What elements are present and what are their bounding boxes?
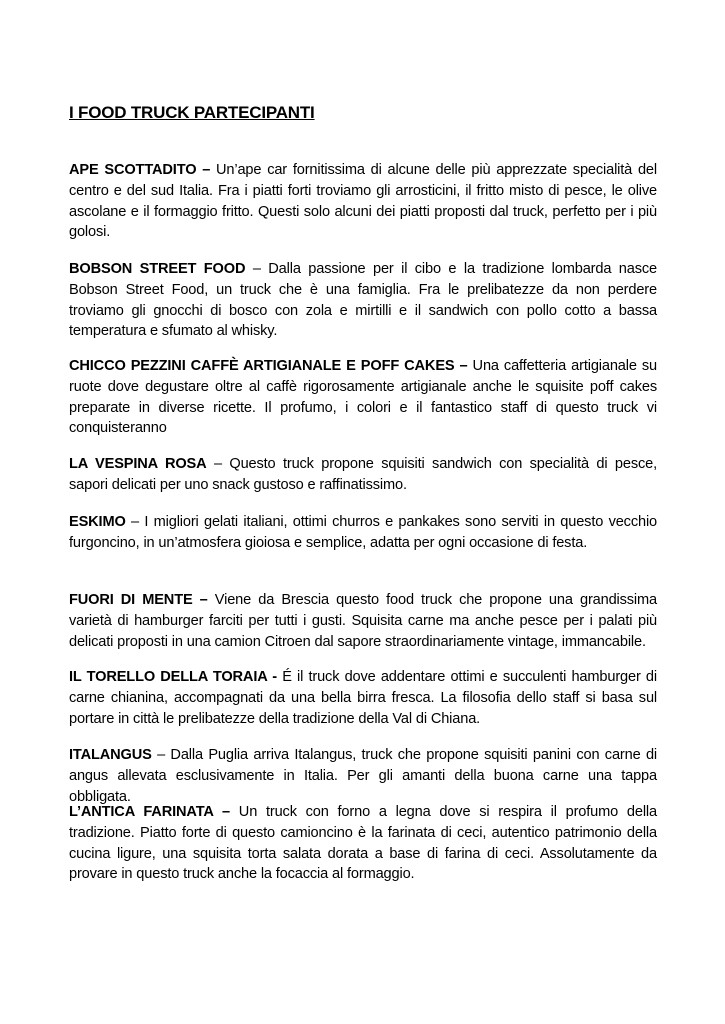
entry-eskimo (69, 512, 657, 554)
entry-name: IL TORELLO DELLA TORAIA - (69, 669, 278, 685)
entry-fuori-di-mente (69, 590, 657, 652)
entry-ape-scottadito (69, 160, 657, 243)
entry-name: L’ANTICA FARINATA – (69, 804, 230, 820)
entry-bobson-street-food (69, 259, 657, 342)
entry-description: – Dalla Puglia arriva Italangus, truck che propone squisiti panini con carne di angus allevata esclusivamente in Italia. Per gli amanti della buona carne una tappa obbligata. (69, 747, 657, 805)
entry-name: BOBSON STREET FOOD (69, 261, 246, 277)
entry-name: LA VESPINA ROSA (69, 456, 207, 472)
entry-la-vespina-rosa (69, 454, 657, 496)
entry-description: Una caffetteria artigianale su ruote dove degustare oltre al caffè rigorosamente artigianale anche le squisite poff cakes preparate in diverse ricette. Il profumo, i colori e il fantastico staff di questo truck vi conquisteranno (69, 358, 657, 437)
entry-chicco-pezzini (69, 356, 657, 439)
entry-name: APE SCOTTADITO – (69, 162, 211, 178)
entry-l-antica-farinata (69, 802, 657, 885)
entry-description: É il truck dove addentare ottimi e succulenti hamburger di carne chianina, accompagnati da una bella birra fresca. La filosofia dello staff si basa sul portare in città le prelibatezze della tradizione della Val di Chiana. (69, 669, 657, 727)
entry-description: Un’ape car fornitissima di alcune delle più apprezzate specialità del centro e del sud Italia. Fra i piatti forti troviamo gli arrosticini, il fritto misto di pesce, le olive ascolane e il formaggio fritto. Questi solo alcuni dei piatti proposti dal truck, perfetto per i più golosi. (69, 162, 657, 241)
entry-description: – I migliori gelati italiani, ottimi churros e pankakes sono serviti in questo vecchio furgoncino, in un’atmosfera gioiosa e semplice, adatta per ogni occasione di festa. (69, 514, 657, 551)
page-title: I FOOD TRUCK PARTECIPANTI (69, 103, 315, 122)
entry-name: ITALANGUS (69, 747, 152, 763)
entry-il-torello-della-toraia (69, 667, 657, 729)
entry-description: – Questo truck propone squisiti sandwich con specialità di pesce, sapori delicati per uno snack gustoso e raffinatissimo. (69, 456, 658, 493)
entry-description: Viene da Brescia questo food truck che propone una grandissima varietà di hamburger farciti per tutti i gusti. Squisita carne ma anche pesce per i palati più delicati proposti in una camion Citroen dal sapore straordinariamente vintage, immancabile. (69, 592, 657, 650)
entry-italangus (69, 745, 657, 807)
entry-description: Un truck con forno a legna dove si respira il profumo della tradizione. Piatto forte di questo camioncino è la farinata di ceci, autentico patrimonio della cucina ligure, una squisita torta salata dorata a base di farina di ceci. Assolutamente da provare in questo truck anche la focaccia al formaggio. (69, 804, 657, 883)
entry-name: CHICCO PEZZINI CAFFÈ ARTIGIANALE E POFF CAKES – (69, 358, 468, 374)
entry-description: – Dalla passione per il cibo e la tradizione lombarda nasce Bobson Street Food, un truck che è una famiglia. Fra le prelibatezze da non perdere troviamo gli gnocchi di bosco con zola e mirtilli e il sandwich con pollo cotto a bassa temperatura e sfumato al whisky. (69, 261, 657, 340)
entry-name: FUORI DI MENTE – (69, 592, 208, 608)
entry-name: ESKIMO (69, 514, 126, 530)
